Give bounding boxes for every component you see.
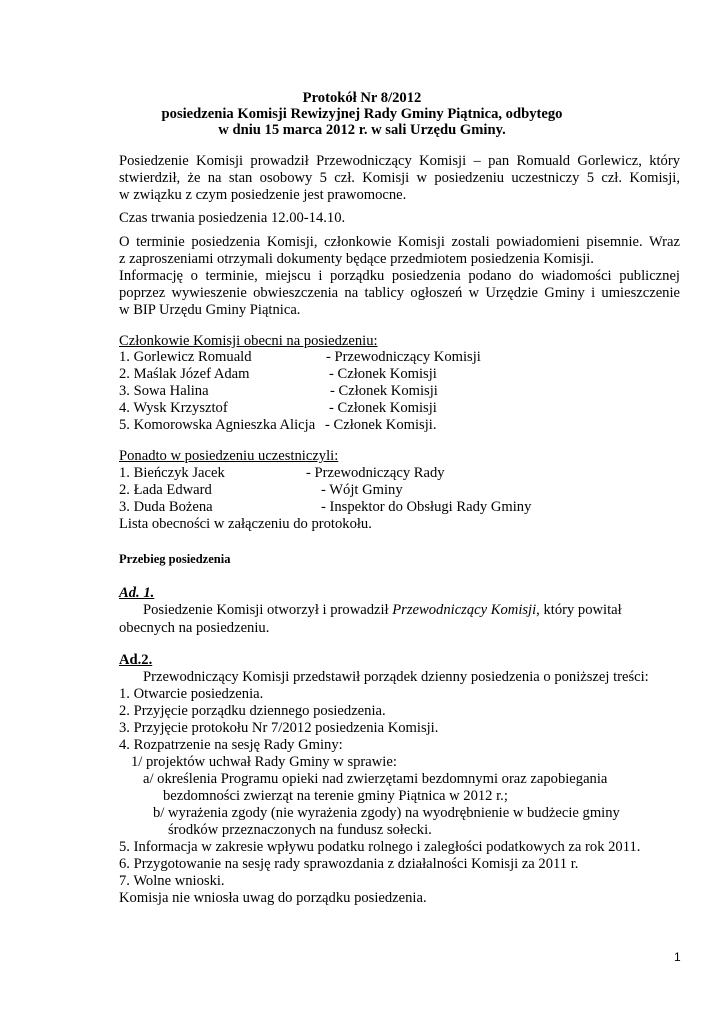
guest-name: 3. Duda Bożena	[119, 499, 213, 515]
agenda-item: 5. Informacja w zakresie wpływu podatku rolnego i zaległości podatkowych za rok 2011.	[119, 839, 641, 855]
ad1-text	[143, 602, 622, 619]
member-role: - Członek Komisji	[329, 366, 437, 382]
agenda-item: 6. Przygotowanie na sesję rady sprawozdania z działalności Komisji za 2011 r.	[119, 856, 579, 872]
proceedings-heading: Przebieg posiedzenia	[119, 552, 231, 566]
notice-paragraph-line: poprzez wywieszenie obwieszczenia na tablicy ogłoszeń w Urzędzie Gminy i umieszczenie	[119, 285, 680, 301]
guests-heading: Ponadto w posiedzeniu uczestniczyli:	[119, 448, 339, 464]
member-row	[119, 349, 680, 366]
ad2-intro: Przewodniczący Komisji przedstawił porządek dzienny posiedzenia o poniższej treści:	[143, 669, 649, 685]
guest-role: - Przewodniczący Rady	[306, 465, 445, 481]
guest-name: 1. Bieńczyk Jacek	[119, 465, 225, 481]
member-row	[119, 383, 680, 400]
guest-role: - Inspektor do Obsługi Rady Gminy	[321, 499, 532, 515]
intro-paragraph-line: Posiedzenie Komisji prowadził Przewodniczący Komisji – pan Romuald Gorlewicz, który	[119, 153, 680, 169]
member-role: - Członek Komisji.	[325, 417, 437, 433]
guest-role: - Wójt Gminy	[321, 482, 403, 498]
agenda-closing: Komisja nie wniosła uwag do porządku posiedzenia.	[119, 890, 427, 906]
member-name: 3. Sowa Halina	[119, 383, 209, 399]
agenda-subitem: bezdomności zwierząt na terenie gminy Piątnica w 2012 r.;	[163, 788, 508, 804]
intro-paragraph-line: w związku z czym posiedzenie jest prawomocne.	[119, 187, 407, 203]
member-name: 1. Gorlewicz Romuald	[119, 349, 252, 365]
document-subtitle: posiedzenia Komisji Rewizyjnej Rady Gminy Piątnica, odbytego	[161, 106, 563, 122]
ad1-text-start: Posiedzenie Komisji otworzył i prowadził	[143, 602, 393, 618]
ad1-text-end: , który powitał	[536, 602, 622, 618]
ad1-text-line2: obecnych na posiedzeniu.	[119, 620, 270, 636]
attendance-note: Lista obecności w załączeniu do protokołu.	[119, 516, 372, 532]
document-title: Protokół Nr 8/2012	[302, 90, 422, 106]
member-role: - Członek Komisji	[330, 383, 438, 399]
agenda-item: 2. Przyjęcie porządku dziennego posiedzenia.	[119, 703, 386, 719]
guest-row	[119, 465, 680, 482]
members-heading: Członkowie Komisji obecni na posiedzeniu:	[119, 333, 378, 349]
agenda-item: 1. Otwarcie posiedzenia.	[119, 686, 264, 702]
agenda-subitem: 1/ projektów uchwał Rady Gminy w sprawie:	[131, 754, 397, 770]
agenda-subitem: a/ określenia Programu opieki nad zwierzętami bezdomnymi oraz zapobiegania	[143, 771, 608, 787]
ad1-text-italic: Przewodniczący Komisji	[392, 602, 537, 618]
member-role: - Przewodniczący Komisji	[326, 349, 481, 365]
agenda-item: 4. Rozpatrzenie na sesję Rady Gminy:	[119, 737, 343, 753]
notice-paragraph-line: z zaproszeniami otrzymali dokumenty będące przedmiotem posiedzenia Komisji.	[119, 251, 594, 267]
meeting-duration: Czas trwania posiedzenia 12.00-14.10.	[119, 210, 346, 226]
member-row	[119, 400, 680, 417]
agenda-subitem: b/ wyrażenia zgody (nie wyrażenia zgody) na wyodrębnienie w budżecie gminy	[153, 805, 620, 821]
member-row	[119, 417, 680, 434]
member-name: 4. Wysk Krzysztof	[119, 400, 228, 416]
agenda-item: 3. Przyjęcie protokołu Nr 7/2012 posiedzenia Komisji.	[119, 720, 439, 736]
member-row	[119, 366, 680, 383]
member-name: 5. Komorowska Agnieszka Alicja	[119, 417, 316, 433]
intro-paragraph-line: stwierdził, że na stan osobowy 5 czł. Komisji w posiedzeniu uczestniczy 5 czł. Komisji,	[119, 170, 680, 186]
notice-paragraph-line: w BIP Urzędu Gminy Piątnica.	[119, 302, 301, 318]
agenda-item: 7. Wolne wnioski.	[119, 873, 225, 889]
notice-paragraph-line: O terminie posiedzenia Komisji, członkowie Komisji zostali powiadomieni pisemnie. Wraz	[119, 234, 680, 250]
ad1-label: Ad. 1.	[119, 585, 155, 601]
notice-paragraph-line: Informację o terminie, miejscu i porządku posiedzenia podano do wiadomości publicznej	[119, 268, 680, 284]
agenda-subitem: środków przeznaczonych na fundusz sołecki.	[168, 822, 432, 838]
member-role: - Członek Komisji	[329, 400, 437, 416]
page-number: 1	[674, 950, 681, 964]
guest-row	[119, 499, 680, 516]
member-name: 2. Maślak Józef Adam	[119, 366, 250, 382]
guest-row	[119, 482, 680, 499]
guest-name: 2. Łada Edward	[119, 482, 212, 498]
document-date-place: w dniu 15 marca 2012 r. w sali Urzędu Gminy.	[218, 122, 506, 138]
ad2-label: Ad.2.	[119, 652, 153, 668]
